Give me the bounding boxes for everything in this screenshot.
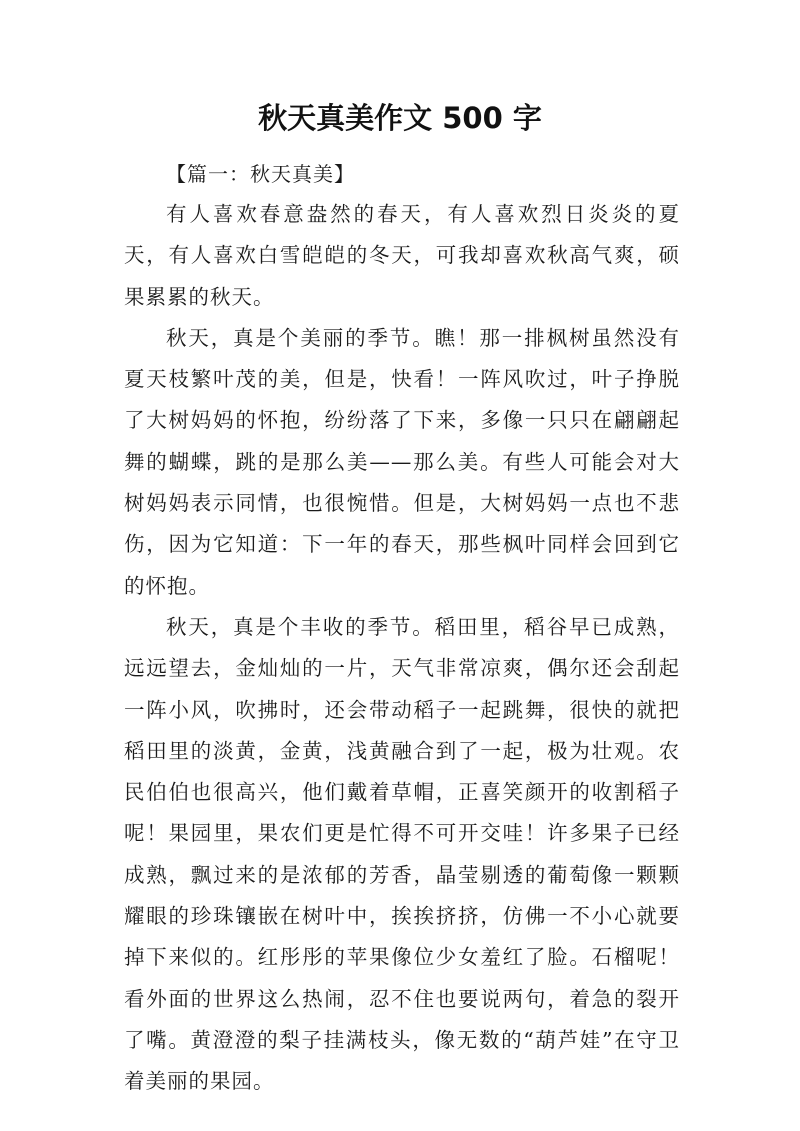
document-body: [124, 154, 680, 1103]
paragraph-1: 有人喜欢春意盎然的春天，有人喜欢烈日炎炎的夏天，有人喜欢白雪皑皑的冬天，可我却喜欢秋高气爽，硕果累累的秋天。: [124, 202, 680, 309]
paragraph-2: 秋天，真是个美丽的季节。瞧！那一排枫树虽然没有夏天枝繁叶茂的美，但是，快看！一阵风吹过，叶子挣脱了大树妈妈的怀抱，纷纷落了下来，多像一只只在翩翩起舞的蝴蝶，跳的是那么美——那么美。有些人可能会对大树妈妈表示同情，也很惋惜。但是，大树妈妈一点也不悲伤，因为它知道：下一年的春天，那些枫叶同样会回到它的怀抱。: [124, 325, 680, 598]
paragraph-3: 秋天，真是个丰收的季节。稻田里，稻谷早已成熟，远远望去，金灿灿的一片，天气非常凉爽，偶尔还会刮起一阵小风，吹拂时，还会带动稻子一起跳舞，很快的就把稻田里的淡黄，金黄，浅黄融合到了一起，极为壮观。农民伯伯也很高兴，他们戴着草帽，正喜笑颜开的收割稻子呢！果园里，果农们更是忙得不可开交哇！许多果子已经成熟，飘过来的是浓郁的芳香，晶莹剔透的葡萄像一颗颗耀眼的珍珠镶嵌在树叶中，挨挨挤挤，仿佛一不小心就要掉下来似的。红彤彤的苹果像位少女羞红了脸。石榴呢！看外面的世界这么热闹，忍不住也要说两句，着急的裂开了嘴。黄澄澄的梨子挂满枝头，像无数的“葫芦娃”在守卫着美丽的果园。: [124, 614, 680, 1094]
section-heading: 【篇一：秋天真美】: [166, 162, 355, 186]
document-title: 秋天真美作文 500 字: [258, 101, 542, 135]
